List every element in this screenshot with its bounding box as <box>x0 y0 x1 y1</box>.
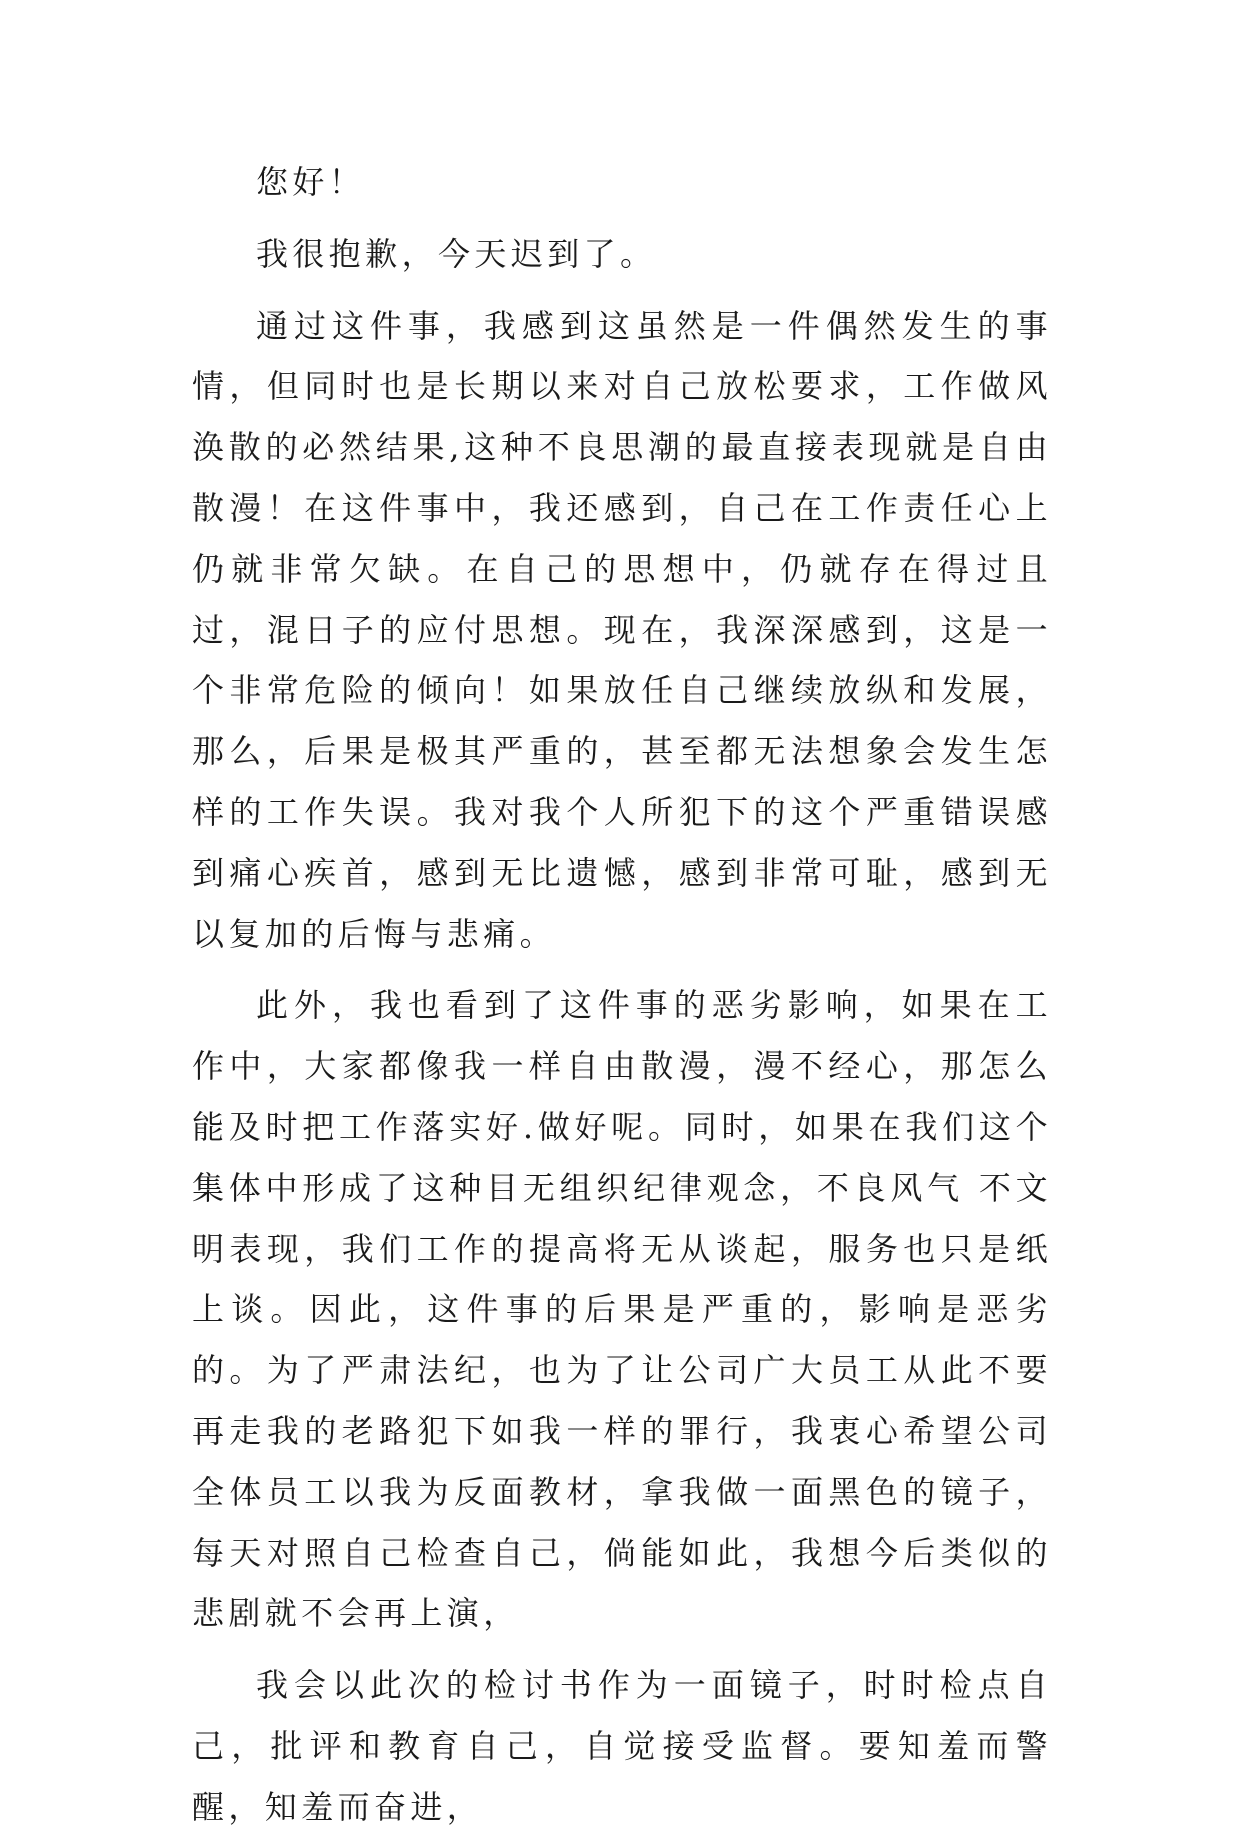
paragraph-reflection: 通过这件事，我感到这虽然是一件偶然发生的事情，但同时也是长期以来对自己放松要求，工作做风涣散的必然结果,这种不良思潮的最直接表现就是自由散漫！在这件事中，我还感到，自己在工作责任心上仍就非常欠缺。在自己的思想中，仍就存在得过且过，混日子的应付思想。现在，我深深感到，这是一个非常危险的倾向！如果放任自己继续放纵和发展，那么，后果是极其严重的，甚至都无法想象会发生怎样的工作失误。我对我个人所犯下的这个严重错误感到痛心疾首，感到无比遗憾，感到非常可耻，感到无以复加的后悔与悲痛。 <box>192 306 1052 953</box>
paragraph-commitment: 我会以此次的检讨书作为一面镜子，时时检点自己，批评和教育自己，自觉接受监督。要知羞而警醒，知羞而奋进， <box>192 1666 1052 1826</box>
paragraph-apology: 我很抱歉，今天迟到了。 <box>256 234 657 273</box>
document-body <box>192 152 1052 1838</box>
paragraph-impact: 此外，我也看到了这件事的恶劣影响，如果在工作中，大家都像我一样自由散漫，漫不经心，那怎么能及时把工作落实好.做好呢。同时，如果在我们这个集体中形成了这种目无组织纪律观念，不良风气 不文明表现，我们工作的提高将无从谈起，服务也只是纸上谈。因此，这件事的后果是严重的，影响是恶劣的。为了严肃法纪，也为了让公司广大员工从此不要再走我的老路犯下如我一样的罪行，我衷心希望公司全体员工以我为反面教材，拿我做一面黑色的镜子，每天对照自己检查自己，倘能如此，我想今后类似的悲剧就不会再上演， <box>192 986 1052 1633</box>
paragraph-greeting: 您好！ <box>256 163 366 201</box>
